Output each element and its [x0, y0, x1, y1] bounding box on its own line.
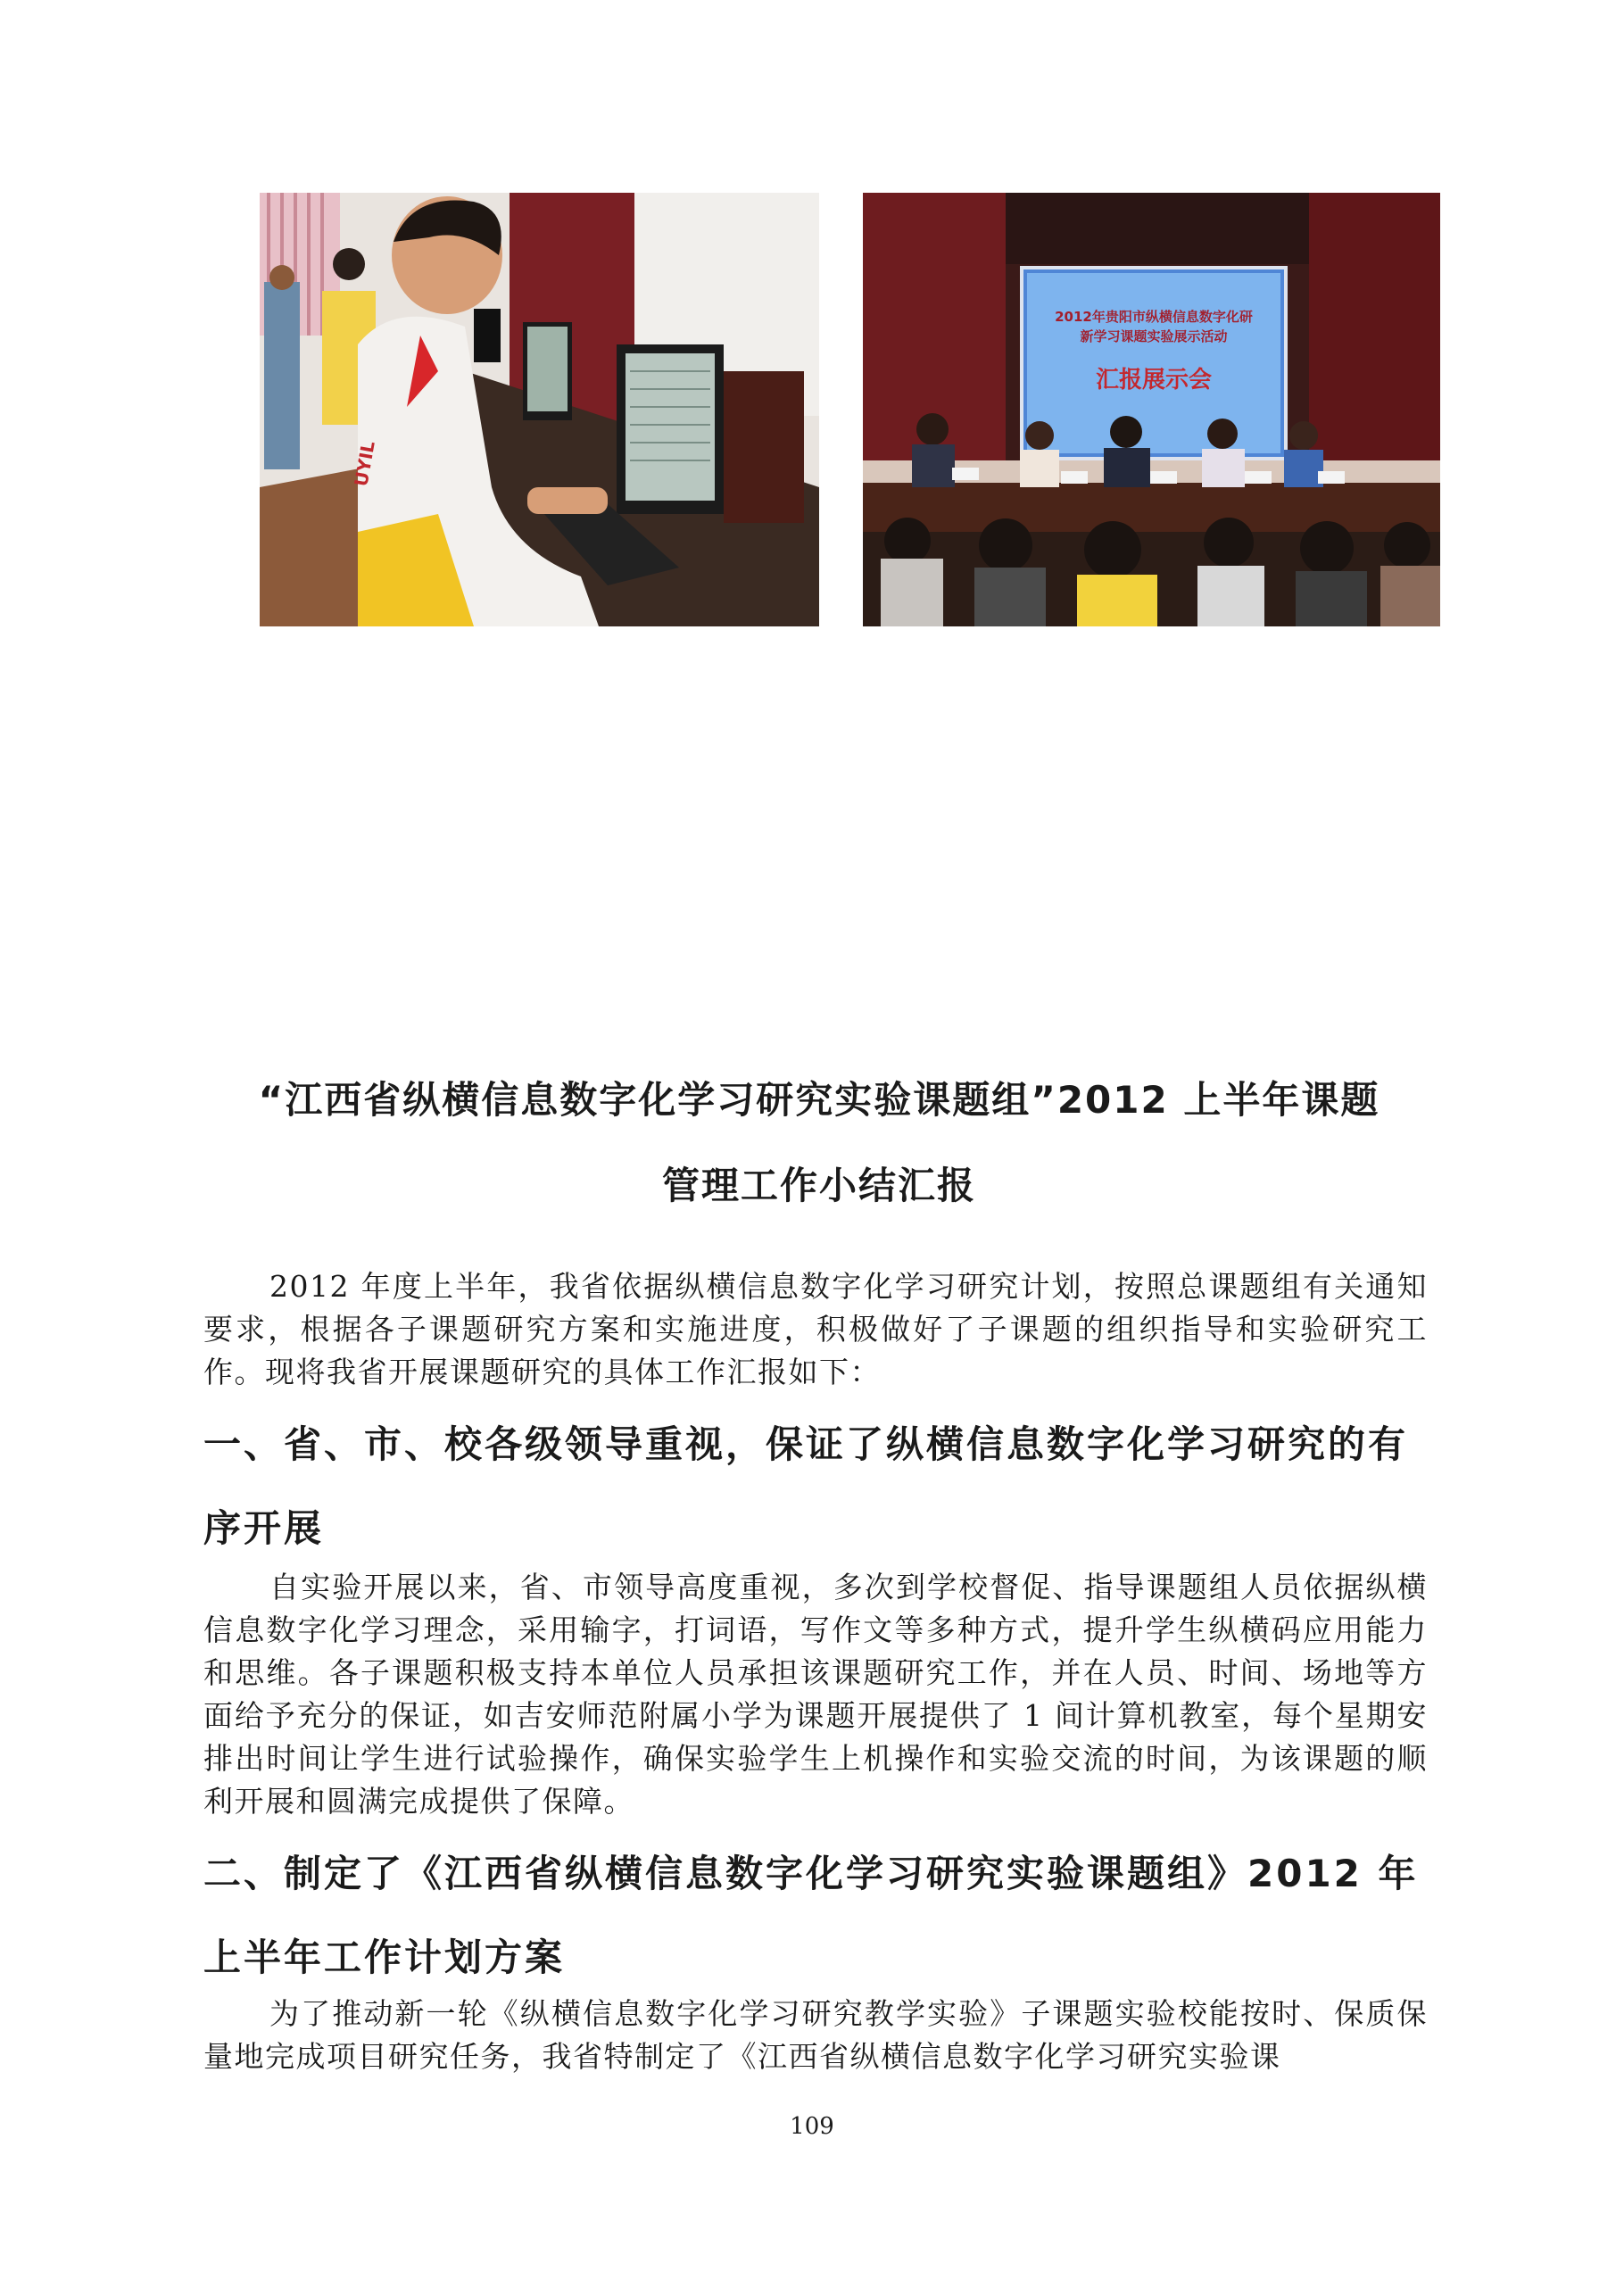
screen-title-line1: 2012年贵阳市纵横信息数字化研 [1055, 309, 1253, 325]
section-1-paragraph: 自实验开展以来，省、市领导高度重视，多次到学校督促、指导课题组人员依据纵横信息数字化学习理念，采用输字，打词语，写作文等多种方式，提升学生纵横码应用能力和思维。各子课题积极支持本单位人员承担该课题研究工作，并在人员、时间、场地等方面给予充分的保证，如吉安师范附属小学为课题开展提供了 1 间计算机教室，每个星期安排出时间让学生进行试验操作，确保实验学生上机操作和实验交流的时间，为该课题的顺利开展和圆满完成提供了保障。 [203, 1570, 1428, 1819]
jacket-text: UYIL [350, 439, 379, 488]
report-title-line-2: 管理工作小结汇报 [661, 1164, 976, 1207]
intro-paragraph: 2012 年度上半年，我省依据纵横信息数字化学习研究计划，按照总课题组有关通知要求，根据各子课题研究方案和实施进度，积极做好了子课题的组织指导和实验研究工作。现将我省开展课题研究的具体工作汇报如下： [203, 1269, 1428, 1389]
section-2-paragraph: 为了推动新一轮《纵横信息数字化学习研究教学实验》子课题实验校能按时、保质保量地完成项目研究任务，我省特制定了《江西省纵横信息数字化学习研究实验课 [203, 1996, 1428, 2074]
photo-conference [863, 193, 1440, 626]
section-heading-2: 二、制定了《江西省纵横信息数字化学习研究实验课题组》2012 年上半年工作计划方案 [203, 1852, 1419, 1979]
section-heading-1: 一、省、市、校各级领导重视，保证了纵横信息数字化学习研究的有序开展 [203, 1422, 1409, 1550]
screen-title-line3: 汇报展示会 [1095, 367, 1213, 394]
page-number: 109 [790, 2113, 834, 2140]
report-title-line-1: “江西省纵横信息数字化学习研究实验课题组”2012 上半年课题 [258, 1078, 1380, 1122]
screen-title-line2: 新学习课题实验展示活动 [1080, 328, 1228, 344]
photo-student-at-computer [260, 193, 819, 626]
